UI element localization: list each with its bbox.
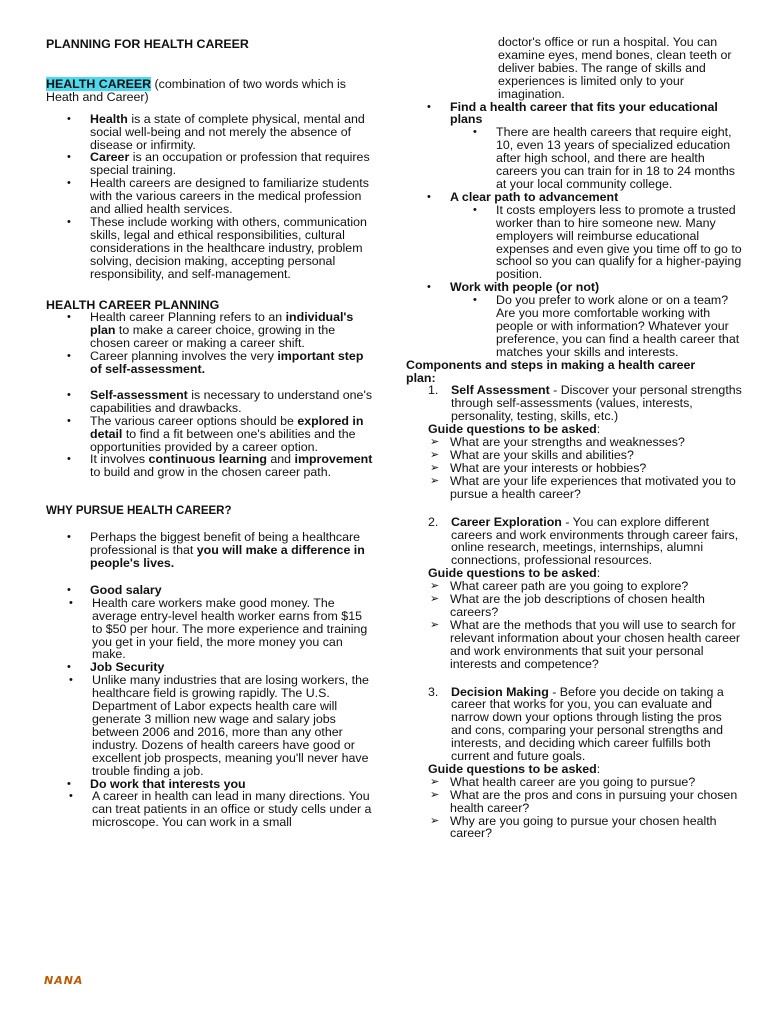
bold-term: Find a health career that fits your educational plans bbox=[450, 99, 718, 127]
sub-list-item: • Do you prefer to work alone or on a team? Are you more comfortable working with people or with information? Whatever your preference, you can find a health career that matches your skills and interests. bbox=[450, 294, 744, 359]
list-item bbox=[46, 177, 374, 216]
question-list bbox=[428, 580, 744, 670]
bold-term: you will make a difference in people's lives. bbox=[90, 543, 365, 570]
bold-term: Decision Making bbox=[451, 684, 549, 699]
bold-term: explored in detail bbox=[90, 413, 364, 441]
right-column bbox=[406, 36, 744, 840]
bold-term: Self Assessment bbox=[451, 383, 550, 398]
bold-term: Career bbox=[90, 150, 130, 165]
bold-term: Good salary bbox=[90, 582, 162, 597]
question-item: ➢ What are the job descriptions of chosen health careers? bbox=[428, 593, 744, 619]
list-item bbox=[406, 281, 744, 358]
list-item bbox=[46, 350, 374, 376]
list-item-text: is a state of complete physical, mental and social well-being and not merely the absence of disease or infirmity. bbox=[90, 111, 365, 152]
list-item bbox=[406, 191, 744, 281]
definition-list bbox=[46, 113, 374, 281]
question-item: ➢ Why are you going to pursue your chosen health career? bbox=[428, 815, 744, 841]
list-item-text: These include working with others, communication skills, legal and ethical responsibilities, cultural considerations in the healthcare industry, problem solving, decision making, accepting personal responsibility, and self-management. bbox=[90, 214, 367, 281]
question-item: ➢ What are your skills and abilities? bbox=[428, 449, 744, 462]
list-item bbox=[46, 113, 374, 152]
benefit-list bbox=[406, 101, 744, 359]
guide-colon: : bbox=[596, 422, 601, 437]
step-item bbox=[406, 516, 744, 568]
sub-list-item: • A career in health can lead in many directions. You can treat patients in an office or study cells under a microscope. You can work in a small bbox=[46, 790, 374, 829]
question-item: ➢ What are your interests or hobbies? bbox=[428, 462, 744, 475]
question-list bbox=[428, 436, 744, 501]
list-item bbox=[46, 584, 374, 661]
text-span: - You can explore different careers and work environments through career fairs, online research, meetings, internships, alumni connections, professional resources. bbox=[451, 514, 739, 568]
text-span: Health career Planning refers to an bbox=[90, 310, 286, 325]
guide-label-text: Guide questions to be asked bbox=[428, 566, 597, 581]
left-column bbox=[46, 38, 374, 829]
footer-signature: NANA bbox=[44, 974, 84, 987]
why-list bbox=[46, 531, 374, 829]
sub-list bbox=[46, 674, 374, 777]
sub-list-item: • It costs employers less to promote a trusted worker than to hire someone new. Many employers will reimburse educational expenses and even give you time off to go to school so you can qualify for a higher-paying position. bbox=[450, 204, 744, 281]
text-span: to build and grow in the chosen career path. bbox=[90, 465, 332, 480]
steps-list bbox=[406, 686, 744, 763]
step-number: 3. bbox=[428, 684, 439, 699]
text-span: and bbox=[266, 452, 295, 467]
list-item-text: Health careers are designed to familiarize students with the various careers in the medical profession and allied health services. bbox=[90, 176, 369, 217]
document-title: PLANNING FOR HEALTH CAREER bbox=[46, 37, 249, 51]
sub-list bbox=[450, 294, 744, 359]
question-item: ➢ What are your strengths and weaknesses? bbox=[428, 436, 744, 449]
bold-term: A clear path to advancement bbox=[450, 189, 619, 204]
guide-colon: : bbox=[596, 761, 601, 776]
guide-label-text: Guide questions to be asked bbox=[428, 422, 597, 437]
bold-term: Do work that interests you bbox=[90, 776, 246, 791]
bold-term: Self-assessment bbox=[90, 387, 188, 402]
step-item bbox=[406, 384, 744, 423]
text-span: The various career options should be bbox=[90, 413, 298, 428]
sub-list bbox=[46, 790, 374, 829]
bold-term: Career Exploration bbox=[451, 514, 562, 529]
question-item: ➢ What career path are you going to explore? bbox=[428, 580, 744, 593]
steps-list bbox=[406, 384, 744, 423]
question-list bbox=[428, 776, 744, 841]
list-item bbox=[46, 311, 374, 350]
sub-list bbox=[450, 126, 744, 191]
list-item bbox=[46, 389, 374, 415]
list-item bbox=[46, 778, 374, 830]
text-span: It involves bbox=[90, 452, 149, 467]
step-item bbox=[406, 686, 744, 763]
intro-paragraph bbox=[46, 78, 374, 104]
bold-term: important step of self-assessment. bbox=[90, 349, 364, 377]
guide-label-text: Guide questions to be asked bbox=[428, 761, 597, 776]
list-item bbox=[46, 216, 374, 281]
question-item: ➢ What are the methods that you will use to search for relevant information about your chosen health career and work environments that suit your personal interests and competence? bbox=[428, 619, 744, 671]
bold-term: Work with people (or not) bbox=[450, 280, 600, 295]
text-span: to make a career choice, growing in the chosen career or making a career shift. bbox=[90, 323, 336, 351]
text-span: Career planning involves the very bbox=[90, 349, 278, 364]
list-item bbox=[406, 101, 744, 191]
step-number: 1. bbox=[428, 383, 439, 398]
highlighted-term: HEALTH CAREER bbox=[46, 76, 152, 91]
list-item bbox=[46, 151, 374, 177]
steps-list bbox=[406, 516, 744, 568]
text-span: - Before you decide on taking a career that works for you, you can evaluate and narrow down your options through listing the pros and cons, comparing your personal strengths and interests, and deciding which career fulfills both current and future goals. bbox=[451, 684, 724, 764]
question-item: ➢ What health career are you going to pursue? bbox=[428, 776, 744, 789]
guide-colon: : bbox=[596, 566, 601, 581]
bold-term: continuous learning bbox=[148, 452, 267, 467]
sub-list bbox=[46, 597, 374, 662]
list-item bbox=[46, 661, 374, 777]
text-span: to find a fit between one's abilities and the opportunities provided by a career option. bbox=[90, 426, 356, 454]
step-number: 2. bbox=[428, 514, 439, 529]
section-heading-planning: HEALTH CAREER PLANNING bbox=[46, 297, 220, 312]
text-span: Perhaps the biggest benefit of being a healthcare professional is that bbox=[90, 530, 361, 558]
intro-text: (combination of two words which is Heath and Career) bbox=[46, 76, 346, 104]
section-heading-why: WHY PURSUE HEALTH CAREER? bbox=[46, 505, 232, 518]
list-item bbox=[46, 531, 374, 570]
sub-list-item: • There are health careers that require eight, 10, even 13 years of specialized education after high school, and there are health careers you can train for in 18 to 24 months at your local community college. bbox=[450, 126, 744, 191]
planning-list bbox=[46, 311, 374, 479]
sub-list bbox=[450, 204, 744, 281]
bold-term: Health bbox=[90, 111, 128, 126]
text-span: - Discover your personal strengths through self-assessments (values, interests, personality, testing, skills, etc.) bbox=[451, 383, 742, 424]
list-item-text: is an occupation or profession that requires special training. bbox=[90, 150, 370, 178]
bold-term: improvement bbox=[294, 452, 373, 467]
question-item: ➢ What are your life experiences that motivated you to pursue a health career? bbox=[428, 475, 744, 501]
list-item bbox=[46, 415, 374, 454]
text-span: is necessary to understand one's capabilities and drawbacks. bbox=[90, 387, 373, 415]
continued-text: doctor's office or run a hospital. You can examine eyes, mend bones, clean teeth or deliver babies. The range of skills and experiences is limited only to your imagination. bbox=[498, 35, 732, 101]
sub-list-item: • Unlike many industries that are losing workers, the healthcare field is growing rapidly. The U.S. Department of Labor expects health care will generate 3 million new wage and salary jobs between 2006 and 2016, more than any other industry. Dozens of health careers have good or excellent job prospects, meaning you'll never have trouble finding a job. bbox=[46, 674, 374, 777]
guide-label bbox=[428, 763, 744, 776]
question-item: ➢ What are the pros and cons in pursuing your chosen health career? bbox=[428, 789, 744, 815]
bold-term: individual's plan bbox=[90, 310, 354, 338]
sub-list-item: • Health care workers make good money. The average entry-level health worker earns from $15 to $50 per hour. The more experience and training you get in your field, the more money you can make. bbox=[46, 597, 374, 662]
list-item bbox=[46, 453, 374, 479]
bold-term: Job Security bbox=[90, 660, 165, 675]
section-heading-components: Components and steps in making a health career plan: bbox=[406, 357, 696, 385]
